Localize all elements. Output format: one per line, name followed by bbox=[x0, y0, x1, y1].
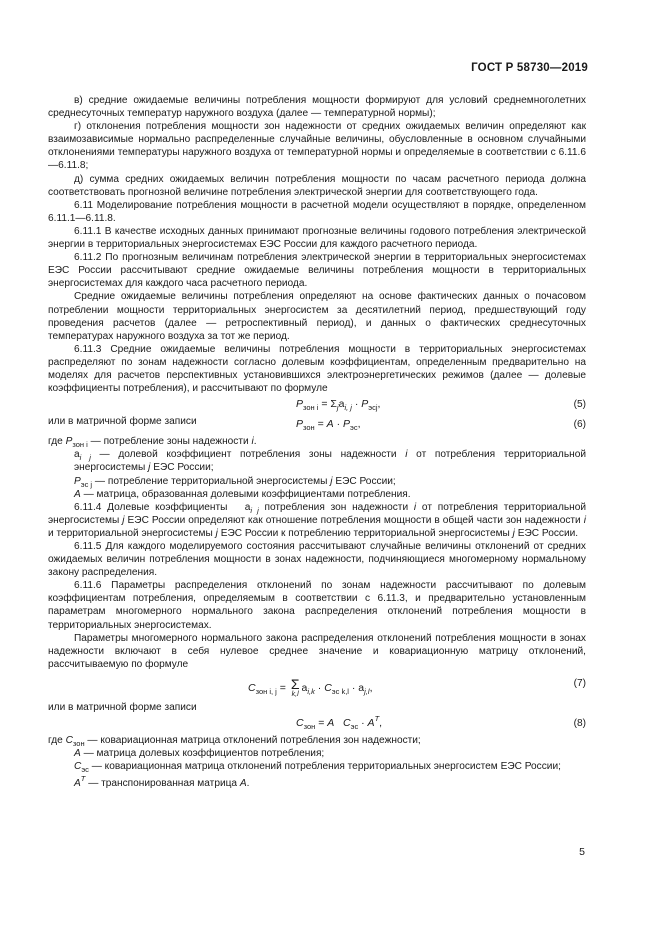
paragraph-6-11-1: 6.11.1 В качестве исходных данных принимают прогнозные величины годового потребления электрической энергии в территориальных энергосистемах ЕЭС России для каждого расчетного периода. bbox=[48, 225, 586, 251]
matrix-form-label-2: или в матричной форме записи bbox=[48, 701, 197, 713]
paragraph-average-values: Средние ожидаемые величины потребления определяют на основе фактических данных о почасовом потреблении мощности территориальных энергосистем за десятилетний период, предшествующий году проведения расчетов (далее — ретроспективный период), и данных о фактических среднесуточных температурах наружного воздуха за тот же период. bbox=[48, 291, 586, 342]
paragraph-item-g: г) отклонения потребления мощности зон надежности от средних ожидаемых величин определяют как взаимозависимые нормально распределенные случайные величины, обусловленные в основном случайными отклонениями температуры наружного воздуха от температурной нормы и определяемые в соответствии с 6.11.6—6.11.8; bbox=[48, 121, 586, 172]
matrix-form-label-1: или в матричной форме записи bbox=[48, 416, 197, 428]
sum-symbol: Σ k,l bbox=[290, 675, 300, 698]
paragraph-6-11-5: 6.11.5 Для каждого моделируемого состояния рассчитывают случайные величины отклонений от средних ожидаемых величин потребления мощности в зонах надежности, подчиняющиеся многомерному нормальному закону распределения. bbox=[48, 541, 586, 579]
equation-7 bbox=[48, 671, 586, 699]
where-line-matrix-a-2: A — матрица долевых коэффициентов потребления; bbox=[74, 748, 325, 760]
page-number: 5 bbox=[579, 846, 585, 858]
paragraph-item-v: в) средние ожидаемые величины потребления мощности формируют для условий среднемноголетних среднесуточных температур наружного воздуха (далее — температурной нормы); bbox=[48, 95, 586, 120]
equation-number-6: (6) bbox=[573, 419, 586, 431]
paragraph-item-d: д) сумма средних ожидаемых величин потребления мощности по часам расчетного периода должна соответствовать прогнозной величине потребления электрической энергии для соответствующего года. bbox=[48, 173, 586, 198]
equation-6 bbox=[48, 415, 586, 435]
standard-header: ГОСТ Р 58730—2019 bbox=[471, 62, 588, 74]
where-line-a-ij: $a_{i j}$ — долевой коэффициент потребления зоны надежности i от потребления территориальной энергосистемы j ЕЭС России; bbox=[74, 449, 586, 474]
paragraph-6-11-3: 6.11.3 Средние ожидаемые величины потребления мощности в территориальных энергосистемах распределяют по зонам надежности согласно долевым коэффициентам, определенным предварительно на моделях для расчетов перспективных установившихся электроэнергетических режимов (далее — долевые коэффициенты потребления), и рассчитывают по формуле bbox=[48, 343, 586, 395]
equation-8 bbox=[48, 714, 586, 734]
equation-number-5: (5) bbox=[573, 399, 586, 411]
paragraph-6-11-4: 6.11.4 Долевые коэффициенты $a_{i j}$ потребления зон надежности i от потребления территориальной энергосистемы j ЕЭС России определяют как отношение потребления мощности в общей части зон надежности i и территориальной энергосистемы j ЕЭС России к потреблению территориальной энергосистемы j ЕЭС России. bbox=[48, 501, 587, 539]
where-line-c-es: $C_{эс}$ — ковариационная матрица отклонений потребления территориальных энергосистем ЕЭС России; bbox=[74, 761, 561, 775]
where-line-transposed: $A^T$ — транспонированная матрица A. bbox=[74, 774, 250, 790]
paragraph-6-11-6: 6.11.6 Параметры распределения отклонений по зонам надежности рассчитывают по долевым коэффициентам потребления, определяемым в соответствии с 6.11.3, и предварительно установленным параметрам многомерного нормального закона распределения отклонений потребления мощности в территориальных энергосистемах. bbox=[48, 580, 586, 631]
equation-5 bbox=[48, 395, 586, 415]
paragraph-6-11: 6.11 Моделирование потребления мощности в расчетной модели осуществляют в порядке, определенном 6.11.1—6.11.8. bbox=[48, 199, 586, 224]
document-body bbox=[48, 94, 586, 790]
paragraph-distribution-params: Параметры многомерного нормального закона распределения отклонений потребления мощности в зонах надежности включают в себя нулевое среднее значение и ковариационную матрицу отклонений, рассчитываемую по формуле bbox=[48, 632, 586, 670]
equation-number-8: (8) bbox=[573, 718, 586, 730]
paragraph-6-11-2: 6.11.2 По прогнозным величинам потребления электрической энергии в территориальных энергосистемах ЕЭС России рассчитывают средние ожидаемые величины потребления мощности в территориальных энергосистемах для каждого часа расчетного периода. bbox=[48, 252, 586, 290]
where-line-p-es: $P_{эс j}$ — потребление территориальной энергосистемы j ЕЭС России; bbox=[74, 475, 396, 489]
where-line-p-zon: где $P_{зон i}$ — потребление зоны надежности i. bbox=[48, 436, 257, 450]
where-line-c-zon: где $C_{зон}$ — ковариационная матрица отклонений потребления зон надежности; bbox=[48, 735, 421, 749]
where-line-matrix-a: A — матрица, образованная долевыми коэффициентами потребления. bbox=[74, 488, 411, 500]
formula-8: $C_{зон} = A$ $C_{эс} \cdot A^T$, bbox=[296, 714, 383, 732]
formula-5: $P_{зон i} = \Sigma_ja_{i, j} \cdot P_{эсj}$, bbox=[296, 398, 381, 413]
equation-number-7: (7) bbox=[573, 677, 586, 689]
formula-6: $P_{зон} = A \cdot P_{эс}$, bbox=[296, 418, 361, 433]
formula-7: $C_{зон i, j}$ = Σ k,l $a_{i,k} \cdot C_{эс k,l} \cdot a_{j,l}$, bbox=[248, 675, 373, 698]
